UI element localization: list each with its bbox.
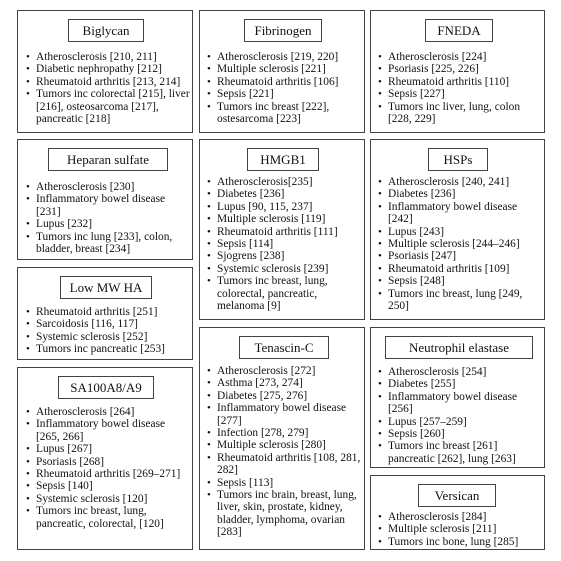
box-title: Tenascin-C (239, 336, 329, 359)
box-title: Versican (418, 484, 496, 507)
list-item: • Rheumatoid arthritis [251] (26, 306, 191, 318)
list-item: • Sepsis [114] (207, 238, 363, 250)
list-item: • Sepsis [227] (378, 88, 543, 100)
item-list (26, 406, 191, 530)
list-item: • Rheumatoid arthritis [106] (207, 76, 363, 88)
list-item: • Atherosclerosis [284] (378, 511, 543, 523)
list-item: • Tumors inc breast, lung, pancreatic, colorectal, [120] (26, 505, 191, 530)
list-item: • Sepsis [140] (26, 480, 191, 492)
list-item: • Diabetes [275, 276] (207, 390, 363, 402)
list-item: • Atherosclerosis [224] (378, 51, 543, 63)
box-neutrophil-elastase (370, 327, 545, 468)
list-item: • Tumors inc breast [261] pancreatic [262], lung [263] (378, 440, 543, 465)
box-fneda (370, 10, 545, 133)
list-item: • Tumors inc liver, lung, colon [228, 229] (378, 101, 543, 126)
list-item: • Multiple sclerosis [119] (207, 213, 363, 225)
item-list (207, 365, 363, 539)
list-item: • Systemic sclerosis [120] (26, 493, 191, 505)
item-list (378, 176, 543, 312)
list-item: • Tumors inc breast, lung [249, 250] (378, 288, 543, 313)
list-item: • Atherosclerosis [230] (26, 181, 191, 193)
list-item: • Inflammatory bowel disease [265, 266] (26, 418, 191, 443)
item-list (207, 176, 363, 312)
list-item: • Multiple sclerosis [280] (207, 439, 363, 451)
box-sa100a8-a9 (17, 367, 193, 550)
box-title: HMGB1 (247, 148, 319, 171)
box-hsps (370, 139, 545, 320)
list-item: • Rheumatoid arthritis [109] (378, 263, 543, 275)
item-list (378, 366, 543, 465)
list-item: • Tumors inc bone, lung [285] (378, 536, 543, 548)
list-item: • Multiple sclerosis [221] (207, 63, 363, 75)
list-item: • Atherosclerosis [254] (378, 366, 543, 378)
list-item: • Diabetes [255] (378, 378, 543, 390)
list-item: • Asthma [273, 274] (207, 377, 363, 389)
box-title: FNEDA (425, 19, 493, 42)
list-item: • Atherosclerosis[235] (207, 176, 363, 188)
box-title: Biglycan (68, 19, 144, 42)
item-list (378, 51, 543, 125)
box-tenascin-c (199, 327, 365, 550)
list-item: • Sepsis [248] (378, 275, 543, 287)
list-item: • Tumors inc lung [233], colon, bladder, breast [234] (26, 231, 191, 256)
box-low-mw-ha (17, 267, 193, 360)
list-item: • Diabetes [236] (207, 188, 363, 200)
list-item: • Rheumatoid arthritis [111] (207, 226, 363, 238)
list-item: • Tumors inc brain, breast, lung, liver, skin, prostate, kidney, bladder, lymphoma, ovarian [283] (207, 489, 363, 539)
item-list (378, 511, 543, 548)
list-item: • Inflammatory bowel disease [277] (207, 402, 363, 427)
list-item: • Sepsis [113] (207, 477, 363, 489)
item-list (26, 181, 191, 255)
list-item: • Sepsis [260] (378, 428, 543, 440)
list-item: • Systemic sclerosis [252] (26, 331, 191, 343)
box-hmgb1 (199, 139, 365, 320)
list-item: • Tumors inc breast, lung, colorectal, pancreatic, melanoma [9] (207, 275, 363, 312)
box-heparan-sulfate (17, 139, 193, 260)
item-list (26, 306, 191, 356)
list-item: • Diabetic nephropathy [212] (26, 63, 191, 75)
list-item: • Atherosclerosis [240, 241] (378, 176, 543, 188)
list-item: • Multiple sclerosis [211] (378, 523, 543, 535)
list-item: • Tumors inc pancreatic [253] (26, 343, 191, 355)
list-item: • Sarcoidosis [116, 117] (26, 318, 191, 330)
list-item: • Atherosclerosis [219, 220] (207, 51, 363, 63)
list-item: • Lupus [90, 115, 237] (207, 201, 363, 213)
list-item: • Sjogrens [238] (207, 250, 363, 262)
list-item: • Inflammatory bowel disease [242] (378, 201, 543, 226)
list-item: • Multiple sclerosis [244–246] (378, 238, 543, 250)
list-item: • Rheumatoid arthritis [110] (378, 76, 543, 88)
list-item: • Atherosclerosis [272] (207, 365, 363, 377)
list-item: • Lupus [267] (26, 443, 191, 455)
list-item: • Psoriasis [268] (26, 456, 191, 468)
list-item: • Infection [278, 279] (207, 427, 363, 439)
list-item: • Lupus [232] (26, 218, 191, 230)
list-item: • Rheumatoid arthritis [108, 281, 282] (207, 452, 363, 477)
box-title: Low MW HA (60, 276, 152, 299)
list-item: • Sepsis [221] (207, 88, 363, 100)
list-item: • Lupus [243] (378, 226, 543, 238)
list-item: • Diabetes [236] (378, 188, 543, 200)
item-list (207, 51, 363, 125)
list-item: • Rheumatoid arthritis [213, 214] (26, 76, 191, 88)
list-item: • Psoriasis [247] (378, 250, 543, 262)
list-item: • Atherosclerosis [210, 211] (26, 51, 191, 63)
box-title: Fibrinogen (244, 19, 322, 42)
box-versican (370, 475, 545, 550)
item-list (26, 51, 191, 125)
list-item: • Psoriasis [225, 226] (378, 63, 543, 75)
list-item: • Atherosclerosis [264] (26, 406, 191, 418)
box-biglycan (17, 10, 193, 133)
box-title: Heparan sulfate (48, 148, 168, 171)
list-item: • Rheumatoid arthritis [269–271] (26, 468, 191, 480)
list-item: • Inflammatory bowel disease [231] (26, 193, 191, 218)
list-item: • Tumors inc breast [222], ostesarcoma [223] (207, 101, 363, 126)
box-title: SA100A8/A9 (58, 376, 154, 399)
list-item: • Systemic sclerosis [239] (207, 263, 363, 275)
box-title: Neutrophil elastase (385, 336, 533, 359)
list-item: • Inflammatory bowel disease [256] (378, 391, 543, 416)
box-fibrinogen (199, 10, 365, 133)
box-title: HSPs (428, 148, 488, 171)
list-item: • Lupus [257–259] (378, 416, 543, 428)
list-item: • Tumors inc colorectal [215], liver [216], osteosarcoma [217], pancreatic [218] (26, 88, 191, 125)
